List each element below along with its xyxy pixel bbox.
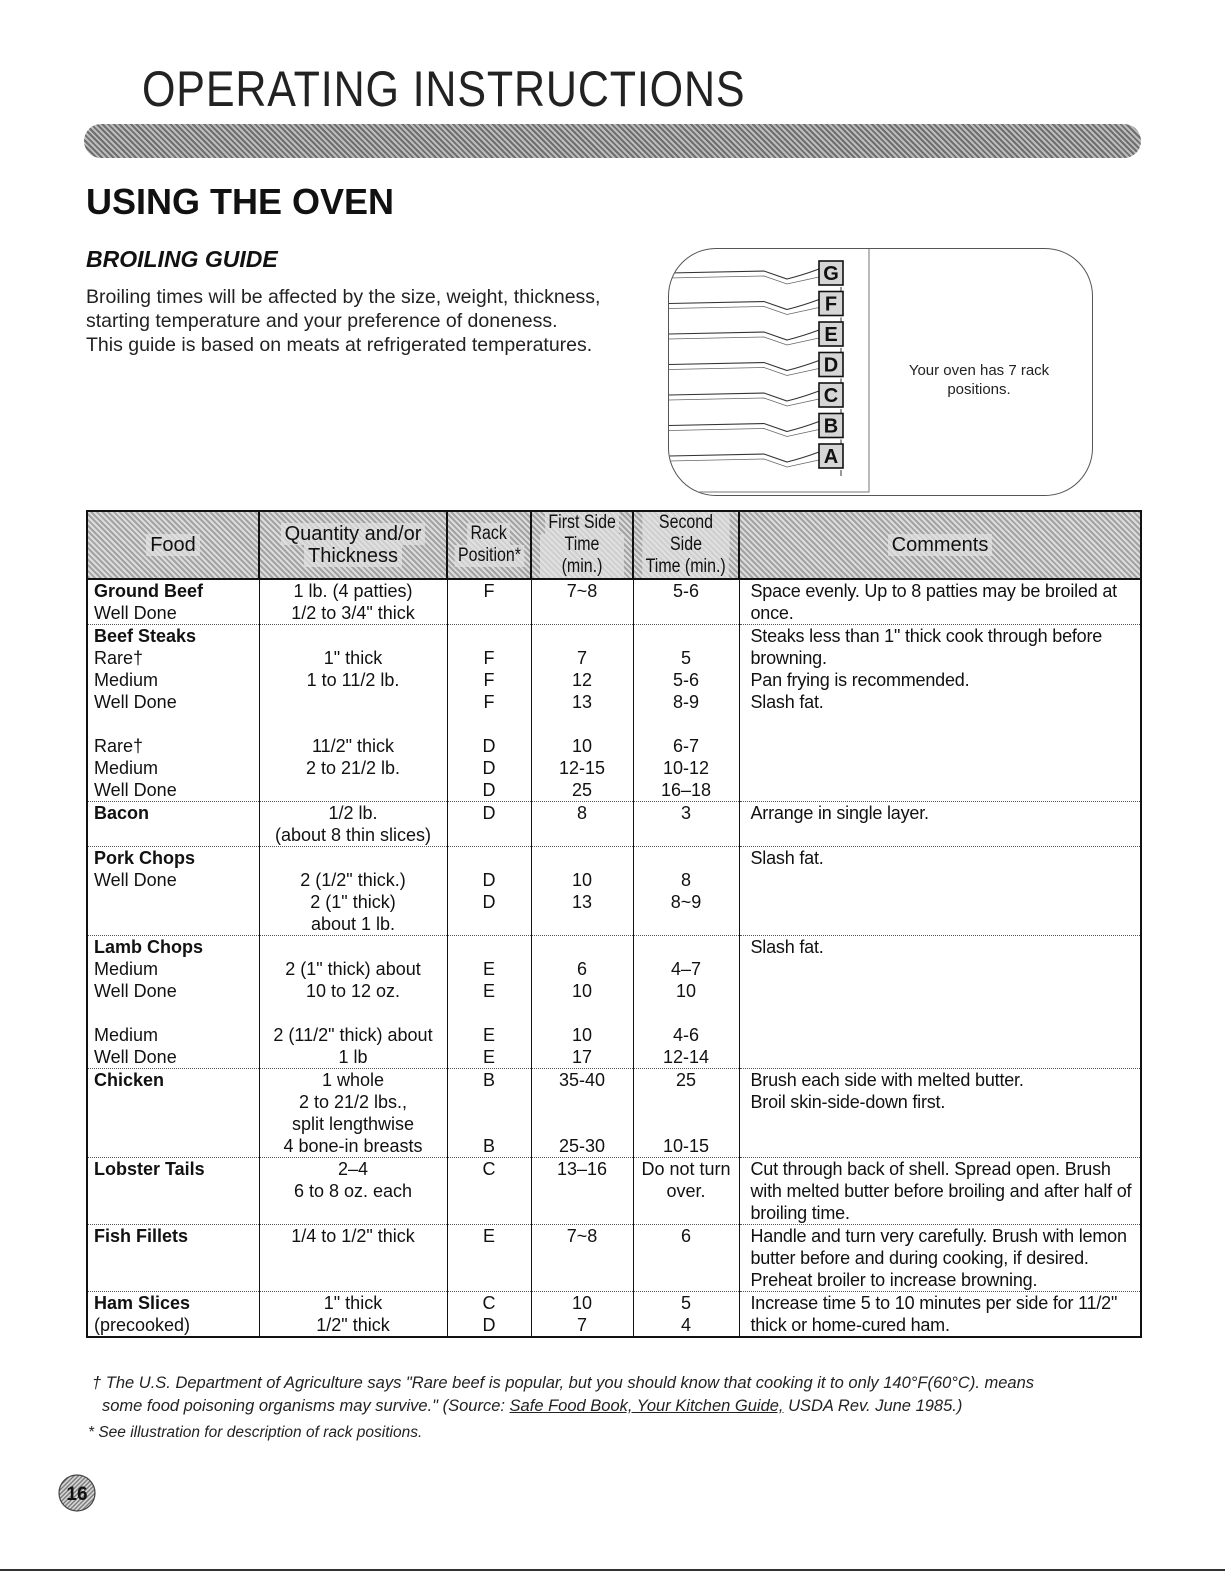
cell-value: 1/2 to 3/4" thick: [291, 603, 415, 623]
rack-position-label: D: [823, 354, 839, 377]
cell-value: 5: [680, 1293, 691, 1313]
spacer: [94, 1002, 259, 1024]
cell-value: 3: [680, 803, 691, 823]
comment-text: Steaks less than 1" thick cook through before browning.: [750, 626, 1103, 668]
rack-position-diagram: [668, 248, 1093, 496]
header-rack-line1: Rack: [467, 523, 510, 545]
spacer: [260, 691, 447, 713]
comment-text: Slash fat.: [750, 692, 824, 712]
comments-cell: [739, 936, 1141, 1069]
rack-position-label: B: [823, 415, 839, 438]
cell-value: B: [482, 1070, 495, 1090]
first-side-cell: [531, 847, 633, 936]
doneness-label: (precooked): [94, 1315, 191, 1335]
food-cell: [87, 1069, 259, 1158]
table-row: [87, 936, 1141, 1069]
cell-value: F: [483, 581, 495, 601]
comments-cell: [739, 579, 1141, 625]
quantity-cell: [259, 1158, 447, 1225]
food-cell: [87, 1158, 259, 1225]
cell-value: E: [482, 1226, 495, 1246]
spacer: [448, 936, 531, 958]
food-cell: [87, 1225, 259, 1292]
second-side-cell: [633, 936, 739, 1069]
second-side-cell: [633, 1069, 739, 1158]
rack-shelf-line: [669, 368, 819, 376]
cell-value: 1" thick: [323, 1293, 383, 1313]
spacer: [260, 779, 447, 801]
table-row: [87, 1069, 1141, 1158]
header-quantity: [259, 511, 447, 579]
header-comments: [739, 511, 1141, 579]
comment-text: Slash fat.: [750, 937, 824, 957]
food-cell: [87, 802, 259, 847]
table-row: [87, 802, 1141, 847]
cell-value: E: [482, 1047, 495, 1067]
header-comments-label: Comments: [888, 534, 993, 556]
quantity-cell: [259, 1069, 447, 1158]
cell-value: 2 (1" thick) about: [285, 959, 421, 979]
spacer: [532, 847, 633, 869]
cell-value: 5-6: [672, 670, 699, 690]
cell-value: split lengthwise: [291, 1114, 415, 1134]
comments-cell: [739, 1158, 1141, 1225]
first-side-cell: [531, 1292, 633, 1338]
doneness-label: Medium: [94, 959, 159, 979]
cell-value: 10: [571, 1025, 593, 1045]
usda-footnote-line1: † The U.S. Department of Agriculture says "Rare beef is popular, but you should know that cooking it to only 140°F(60°C). means: [92, 1374, 1035, 1392]
doneness-label: Medium: [94, 758, 159, 778]
rack-cell: [447, 936, 531, 1069]
rack-position-label: F: [824, 293, 838, 316]
first-side-cell: [531, 1069, 633, 1158]
cell-value: 2 (1/2" thick.): [300, 870, 406, 890]
cell-value: 10: [675, 981, 697, 1001]
usda-footnote-text: USDA Rev. June 1985.): [783, 1397, 963, 1415]
food-category: Lobster Tails: [94, 1159, 205, 1179]
broiling-table: [86, 510, 1142, 1338]
rack-caption: Your oven has 7 rack positions.: [908, 362, 1050, 398]
cell-value: 2 to 21/2 lb.: [305, 758, 401, 778]
food-cell: [87, 1292, 259, 1338]
cell-value: 8: [576, 803, 587, 823]
doneness-label: Medium: [94, 670, 159, 690]
cell-value: 2 (11/2" thick) about: [273, 1025, 433, 1045]
doneness-label: Well Done: [94, 692, 177, 712]
food-category: Ham Slices: [94, 1293, 191, 1313]
doneness-label: Well Done: [94, 780, 177, 800]
spacer: [532, 1113, 633, 1135]
cell-value: Do not turn: [641, 1159, 731, 1179]
table-row: [87, 847, 1141, 936]
usda-source-title: Safe Food Book, Your Kitchen Guide,: [509, 1397, 784, 1415]
spacer: [448, 1091, 531, 1113]
spacer: [634, 1002, 739, 1024]
cell-value: 25: [675, 1070, 697, 1090]
table-body: [87, 579, 1141, 1337]
cell-value: 6-7: [672, 736, 699, 756]
spacer: [634, 713, 739, 735]
comment-text: Handle and turn very carefully. Brush with lemon butter before and during cooking, if desired. Preheat broiler to increase browning.: [750, 1226, 1127, 1290]
cell-value: 5: [680, 648, 691, 668]
comments-cell: [739, 625, 1141, 802]
cell-value: 10 to 12 oz.: [305, 981, 401, 1001]
header-first-line2: Time (min.): [540, 534, 624, 578]
cell-value: over.: [666, 1181, 706, 1201]
header-quantity-line1: Quantity and/or: [281, 523, 426, 545]
spacer: [448, 625, 531, 647]
cell-value: 7: [576, 1315, 587, 1335]
cell-value: 8: [680, 870, 691, 890]
spacer: [634, 625, 739, 647]
doneness-label: Well Done: [94, 870, 177, 890]
table-row: [87, 1225, 1141, 1292]
spacer: [94, 713, 259, 735]
rack-position-label: A: [823, 446, 839, 468]
rack-footnote: * See illustration for description of rack positions.: [88, 1424, 423, 1441]
cell-value: 1 lb: [338, 1047, 368, 1067]
quantity-cell: [259, 579, 447, 625]
table-row: [87, 579, 1141, 625]
first-side-cell: [531, 625, 633, 802]
rack-cell: [447, 1069, 531, 1158]
spacer: [532, 1091, 633, 1113]
header-food: [87, 511, 259, 579]
first-side-cell: [531, 1225, 633, 1292]
cell-value: 10: [571, 736, 593, 756]
page-number: 16: [66, 1484, 88, 1505]
spacer: [532, 1002, 633, 1024]
rack-cell: [447, 579, 531, 625]
comments-cell: [739, 847, 1141, 936]
header-rack: [447, 511, 531, 579]
spacer: [260, 625, 447, 647]
spacer: [448, 1002, 531, 1024]
cell-value: 25-30: [558, 1136, 606, 1156]
rack-position-label: G: [823, 263, 839, 285]
cell-value: 6 to 8 oz. each: [293, 1181, 413, 1201]
cell-value: 13: [571, 892, 593, 912]
cell-value: 1/4 to 1/2" thick: [291, 1226, 415, 1246]
second-side-cell: [633, 1225, 739, 1292]
cell-value: 4: [680, 1315, 691, 1335]
cell-value: 8-9: [672, 692, 699, 712]
food-category: Lamb Chops: [94, 937, 204, 957]
quantity-cell: [259, 802, 447, 847]
table-row: [87, 1292, 1141, 1338]
rack-shelf-line: [669, 459, 819, 467]
intro-text: [86, 285, 606, 357]
rack-cell: [447, 802, 531, 847]
header-second-side: [633, 511, 739, 579]
cell-value: 10: [571, 1293, 593, 1313]
food-cell: [87, 936, 259, 1069]
cell-value: 2 (1" thick): [310, 892, 396, 912]
usda-footnote-text: some food poisoning organisms may survive." (Source:: [102, 1397, 510, 1415]
cell-value: 1 to 11/2 lb.: [306, 670, 400, 690]
food-category: Fish Fillets: [94, 1226, 189, 1246]
cell-value: F: [483, 670, 495, 690]
header-bar: [84, 124, 1141, 158]
cell-value: D: [482, 780, 496, 800]
cell-value: 6: [576, 959, 587, 979]
table-row: [87, 625, 1141, 802]
spacer: [260, 936, 447, 958]
cell-value: 2 to 21/2 lbs.,: [298, 1092, 408, 1112]
first-side-cell: [531, 802, 633, 847]
spacer: [260, 1002, 447, 1024]
cell-value: 2–4: [337, 1159, 369, 1179]
second-side-cell: [633, 1292, 739, 1338]
sub-title: BROILING GUIDE: [86, 246, 278, 272]
spacer: [260, 713, 447, 735]
second-side-cell: [633, 1158, 739, 1225]
cell-value: 1/2" thick: [316, 1315, 390, 1335]
rack-cell: [447, 625, 531, 802]
quantity-cell: [259, 1225, 447, 1292]
comments-cell: [739, 802, 1141, 847]
cell-value: 12-14: [662, 1047, 710, 1067]
quantity-cell: [259, 625, 447, 802]
first-side-cell: [531, 579, 633, 625]
cell-value: C: [482, 1293, 496, 1313]
comments-cell: [739, 1069, 1141, 1158]
rack-cell: [447, 847, 531, 936]
doneness-label: Rare†: [94, 736, 144, 756]
cell-value: D: [482, 803, 496, 823]
food-cell: [87, 847, 259, 936]
table-row: [87, 1158, 1141, 1225]
header-quantity-line2: Thickness: [304, 545, 402, 567]
cell-value: 16–18: [660, 780, 712, 800]
food-category: Pork Chops: [94, 848, 196, 868]
rack-shelf-line: [669, 398, 819, 406]
spacer: [634, 1091, 739, 1113]
comment-text: Brush each side with melted butter.: [750, 1070, 1024, 1090]
header-second-line2: Time (min.): [643, 556, 730, 578]
doneness-label: Well Done: [94, 603, 177, 623]
spacer: [634, 936, 739, 958]
second-side-cell: [633, 625, 739, 802]
cell-value: F: [483, 692, 495, 712]
spacer: [448, 847, 531, 869]
cell-value: 4 bone-in breasts: [283, 1136, 423, 1156]
doneness-label: Well Done: [94, 1047, 177, 1067]
quantity-cell: [259, 847, 447, 936]
cell-value: C: [482, 1159, 496, 1179]
spacer: [634, 847, 739, 869]
cell-value: E: [482, 959, 495, 979]
cell-value: 25: [571, 780, 593, 800]
spacer: [532, 713, 633, 735]
cell-value: 12-15: [558, 758, 606, 778]
second-side-cell: [633, 847, 739, 936]
cell-value: F: [483, 648, 495, 668]
header-rack-line2: Position*: [455, 545, 525, 567]
page-bottom-rule: [0, 1569, 1225, 1571]
comments-cell: [739, 1225, 1141, 1292]
rack-shelf-line: [669, 429, 819, 437]
header-food-label: Food: [146, 534, 200, 556]
cell-value: 10-12: [662, 758, 710, 778]
header-first-line1: First Side: [545, 512, 619, 534]
intro-paragraph: Broiling times will be affected by the size, weight, thickness, starting temperature and your preference of doneness.: [86, 286, 601, 332]
cell-value: (about 8 thin slices): [274, 825, 432, 845]
cell-value: 1/2 lb.: [328, 803, 378, 823]
rack-position-label: C: [823, 385, 839, 407]
spacer: [448, 1113, 531, 1135]
cell-value: 7~8: [566, 581, 598, 601]
cell-value: 7~8: [566, 1226, 598, 1246]
comments-cell: [739, 1292, 1141, 1338]
usda-footnote: [92, 1372, 1132, 1418]
second-side-cell: [633, 802, 739, 847]
rack-shelf-line: [669, 307, 819, 315]
food-cell: [87, 625, 259, 802]
food-cell: [87, 579, 259, 625]
food-category: Beef Steaks: [94, 626, 197, 646]
page-number-badge: [58, 1474, 96, 1512]
comment-text: Slash fat.: [750, 848, 824, 868]
cell-value: 5-6: [672, 581, 699, 601]
cell-value: 6: [680, 1226, 691, 1246]
spacer: [634, 1113, 739, 1135]
spacer: [448, 713, 531, 735]
cell-value: 4–7: [670, 959, 702, 979]
rack-shelf-line: [669, 276, 819, 284]
cell-value: 4-6: [672, 1025, 699, 1045]
cell-value: D: [482, 1315, 496, 1335]
cell-value: 10: [571, 870, 593, 890]
spacer: [532, 936, 633, 958]
cell-value: 13: [571, 692, 593, 712]
usda-footnote-line2: [92, 1395, 1132, 1418]
comment-text: Pan frying is recommended.: [750, 670, 970, 690]
table-header-row: [87, 511, 1141, 579]
food-category: Bacon: [94, 803, 150, 823]
spacer: [260, 847, 447, 869]
cell-value: B: [482, 1136, 495, 1156]
food-category: Chicken: [94, 1070, 165, 1090]
cell-value: 11/2" thick: [311, 736, 395, 756]
doneness-label: Well Done: [94, 981, 177, 1001]
header-first-side: [531, 511, 633, 579]
quantity-cell: [259, 936, 447, 1069]
quantity-cell: [259, 1292, 447, 1338]
comment-text: Broil skin-side-down first.: [750, 1092, 946, 1112]
section-title: USING THE OVEN: [86, 181, 395, 222]
rack-cell: [447, 1225, 531, 1292]
comment-text: Arrange in single layer.: [750, 803, 929, 823]
cell-value: 12: [571, 670, 593, 690]
cell-value: 8~9: [670, 892, 702, 912]
cell-value: D: [482, 758, 496, 778]
first-side-cell: [531, 1158, 633, 1225]
cell-value: 1 lb. (4 patties): [293, 581, 413, 601]
cell-value: 10: [571, 981, 593, 1001]
comment-text: Increase time 5 to 10 minutes per side for 11/2" thick or home-cured ham.: [750, 1293, 1118, 1335]
rack-cell: [447, 1158, 531, 1225]
rack-position-label: E: [824, 324, 838, 346]
cell-value: 35-40: [558, 1070, 606, 1090]
cell-value: D: [482, 870, 496, 890]
cell-value: D: [482, 892, 496, 912]
cell-value: 1" thick: [323, 648, 383, 668]
cell-value: 1 whole: [321, 1070, 385, 1090]
header-second-line1: Second Side: [642, 512, 729, 556]
comment-text: Cut through back of shell. Spread open. Brush with melted butter before broiling and after half of broiling time.: [750, 1159, 1132, 1223]
cell-value: 7: [576, 648, 587, 668]
spacer: [532, 625, 633, 647]
cell-value: D: [482, 736, 496, 756]
first-side-cell: [531, 936, 633, 1069]
comment-text: Space evenly. Up to 8 patties may be broiled at once.: [750, 581, 1117, 623]
cell-value: about 1 lb.: [310, 914, 396, 934]
doneness-label: Rare†: [94, 648, 144, 668]
rack-shelf-line: [669, 337, 819, 345]
cell-value: 10-15: [662, 1136, 710, 1156]
cell-value: E: [482, 1025, 495, 1045]
cell-value: 17: [571, 1047, 593, 1067]
doneness-label: Medium: [94, 1025, 159, 1045]
food-category: Ground Beef: [94, 581, 204, 601]
rack-cell: [447, 1292, 531, 1338]
page-title: OPERATING INSTRUCTIONS: [142, 61, 746, 117]
intro-paragraph: This guide is based on meats at refrigerated temperatures.: [86, 334, 593, 356]
second-side-cell: [633, 579, 739, 625]
cell-value: 13–16: [556, 1159, 608, 1179]
cell-value: E: [482, 981, 495, 1001]
